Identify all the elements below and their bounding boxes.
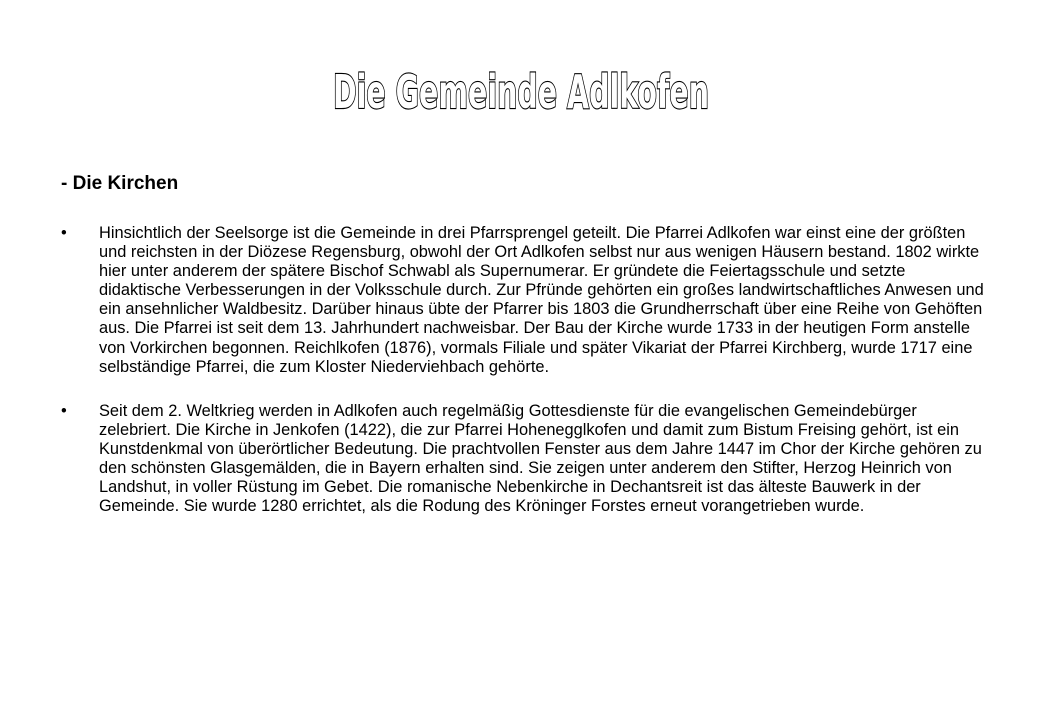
title-wordart-svg: [0, 56, 1040, 128]
bullet-item-gottesdienste: [61, 402, 986, 517]
title-wordart: [0, 56, 1040, 128]
bullet-icon: •: [61, 401, 67, 420]
section-heading: - Die Kirchen: [61, 173, 179, 194]
page-title: Die Gemeinde Adlkofen: [333, 65, 709, 119]
bullet-list: [61, 224, 986, 516]
bullet-icon: •: [61, 224, 67, 242]
bullet-text: Hinsichtlich der Seelsorge ist die Gemeinde in drei Pfarrsprengel geteilt. Die Pfarrei Adlkofen war einst eine der größten und reichsten in der Diözese Regensburg, obwohl der Ort Adlkofen selbst nur aus wenigen Häusern bestand. 1802 wirkte hier unter anderem der spätere Bischof Schwabl als Supernumerar. Er gründete die Feiertagsschule und setzte didaktische Verbesserungen in der Volksschule durch. Zur Pfründe gehörten ein großes landwirtschaftliches Anwesen und ein ansehnlicher Waldbesitz. Darüber hinaus übte der Pfarrer bis 1803 die Grundherrschaft über eine Reihe von Gehöften aus. Die Pfarrei ist seit dem 13. Jahrhundert nachweisbar. Der Bau der Kirche wurde 1733 in der heutigen Form anstelle von Vorkirchen begonnen. Reichlkofen (1876), vormals Filiale und später Vikariat der Pfarrei Kirchberg, wurde 1717 eine selbständige Pfarrei, die zum Kloster Niederviehbach gehörte.: [99, 224, 984, 376]
bullet-item-seelsorge: [61, 224, 986, 377]
bullet-text: Seit dem 2. Weltkrieg werden in Adlkofen auch regelmäßig Gottesdienste für die evangelischen Gemeindebürger zelebriert. Die Kirche in Jenkofen (1422), die zur Pfarrei Hohenegglkofen und damit zum Bistum Freising gehört, ist ein Kunstdenkmal von überörtlicher Bedeutung. Die prachtvollen Fenster aus dem Jahre 1447 im Chor der Kirche gehören zu den schönsten Glasgemälden, die in Bayern erhalten sind. Sie zeigen unter anderem den Stifter, Herzog Heinrich von Landshut, in voller Rüstung im Gebet. Die romanische Nebenkirche in Dechantsreit ist das älteste Bauwerk in der Gemeinde. Sie wurde 1280 errichtet, als die Rodung des Kröninger Forstes erneut vorangetrieben wurde.: [99, 401, 982, 516]
